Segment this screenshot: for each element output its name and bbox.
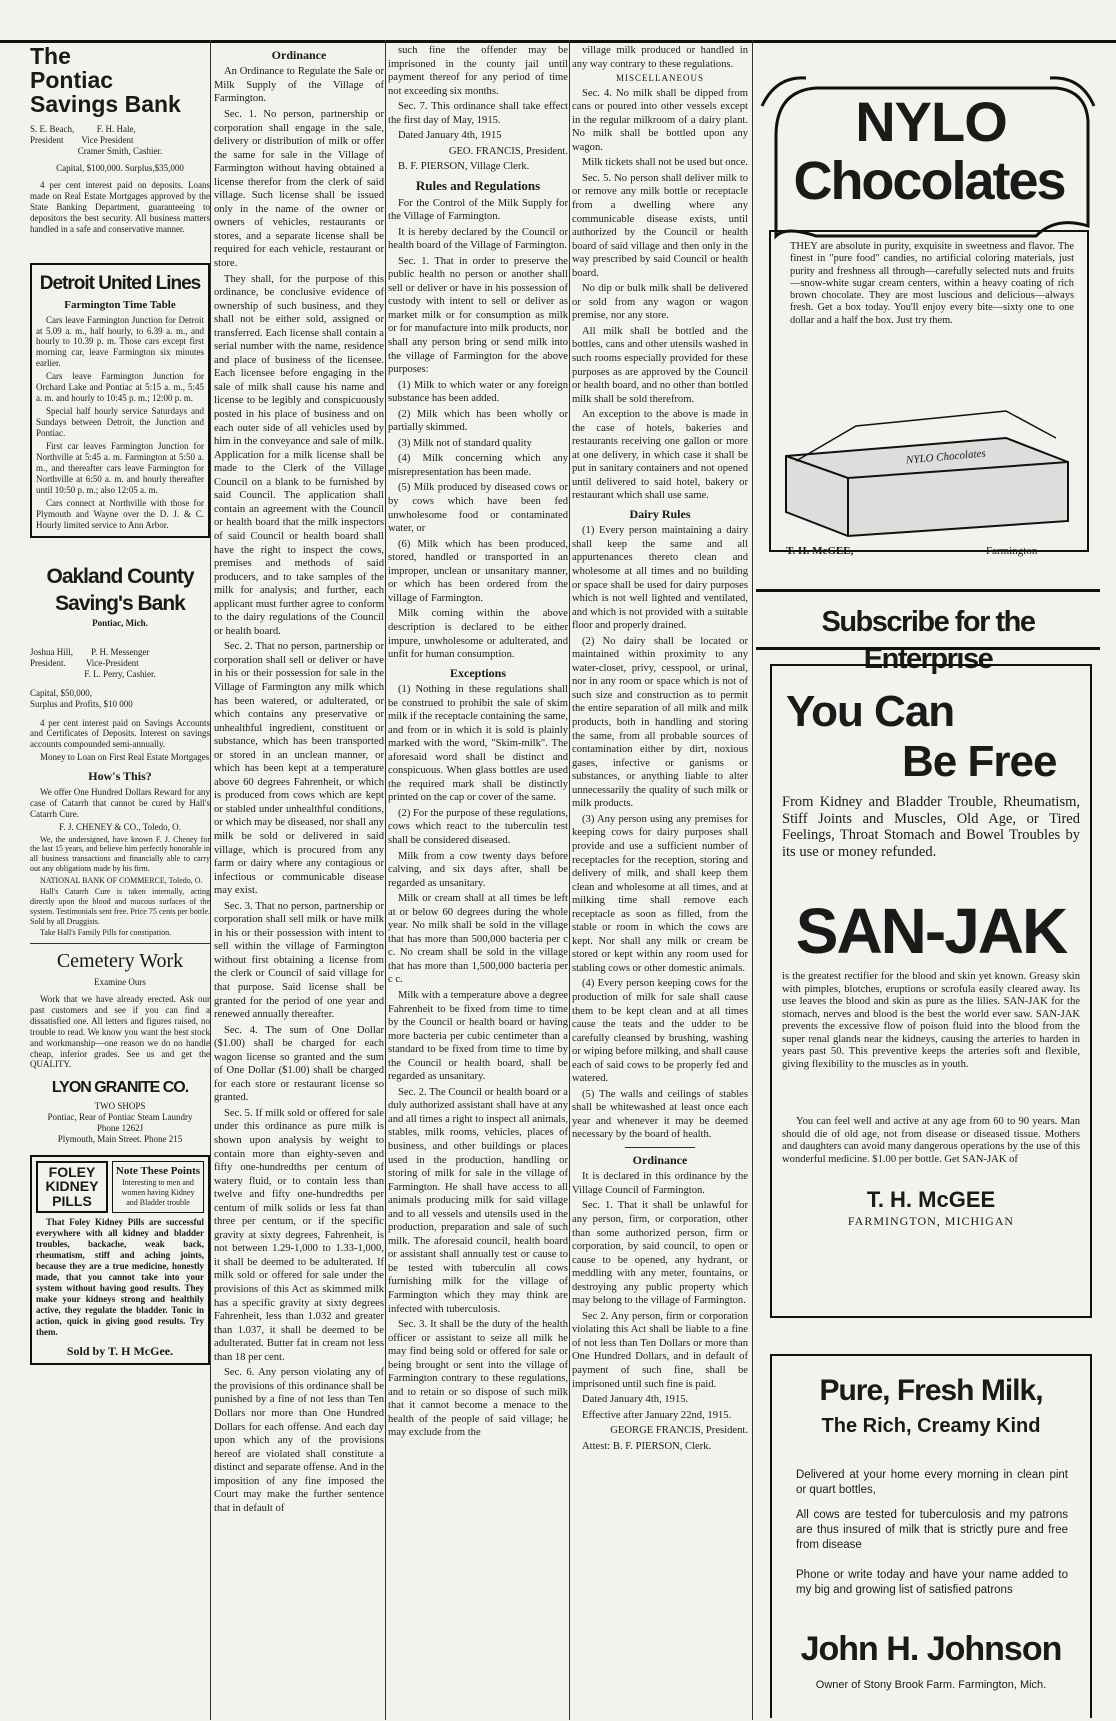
ordinance-paragraph: Sec. 1. No person, partnership or corporation shall engage in the sale, delivery or distribution of milk or offer the same for sale in the Village of Farmington without having obtained a license therefor from the clerk of said village. Such license shall be issued only in the name of the owner or owners of vehicles, restaurants or stores, and a separate license shall be required for each vehicle, restaurant or store. (214, 109, 384, 270)
oakland-capital: Capital, $50,000, (30, 687, 92, 698)
foley-pills-ad (30, 1155, 210, 1365)
misc-paragraph: Sec. 4. No milk shall be dipped from cans or poured into other vessels except in the regular milkroom of a dairy plant. No milk shall be bottled upon any wagon. (572, 87, 748, 153)
column-rule (752, 40, 753, 1720)
foley-sold: Sold by T. H McGee. (66, 1343, 174, 1358)
ordinance-date: Dated January 4th, 1915 (398, 130, 502, 142)
sanjak-headline-1: You Can (786, 687, 955, 736)
nylo-box-label: NYLO Chocolates (905, 447, 987, 467)
hows-this-paragraph: NATIONAL BANK OF COMMERCE, Toledo, O. (40, 875, 203, 885)
ordinance-signature: B. F. PIERSON, Village Clerk. (398, 161, 530, 173)
bank-name-line2: Pontiac (30, 67, 114, 94)
dul-paragraph: Cars connect at Northville with those for Plymouth and Wayne over the D. J. & C. Hourly limited service to Ann Arbor. (36, 498, 204, 530)
cemetery-phone: Phone 1262J (96, 1122, 144, 1133)
foley-body: That Foley Kidney Pills are successful everywhere with all kidney and bladder troubles, backache, weak back, rheumatism, stiff and aching joints, because they are a true medicine, honestly made, that you cannot take into your system without having good results. They make your kidneys strong and healthily active, they regulate the bladder. Tonic in action, quick in giving good results. Try them. (36, 1216, 204, 1337)
milk-seller-farm: Owner of Stony Brook Farm. Farmington, Mich. (815, 1679, 1047, 1691)
fresh-milk-ad (770, 1354, 1092, 1718)
exceptions-title: Exceptions (449, 665, 506, 680)
misc-paragraph: An exception to the above is made in the case of hotels, bakeries and restaurants receiving one gallon or more at one delivery, in which case it shall be put in sanitary containers and not opened until delivered to said hotel, bakery or restaurant which shall use same. (572, 409, 748, 502)
ordinance-paragraph: An Ordinance to Regulate the Sale or Milk Supply of the Village of Farmington. (214, 66, 384, 105)
column-rule (569, 40, 570, 1720)
misc-paragraph: No dip or bulk milk shall be delivered or sold from any wagon or wagon premise, nor any store. (572, 283, 748, 322)
bank-name-line3: Savings Bank (30, 91, 181, 118)
divider (30, 943, 210, 944)
hows-this-ad (30, 769, 210, 938)
misc-paragraph: Sec. 5. No person shall deliver milk to or remove any milk bottle or receptacle from a dwelling where any communicable disease exists, until authorized by the Council or health board of said village and then only in the way prescribed by said Council or health board. (572, 172, 748, 279)
sanjak-body: is the greatest rectifier for the blood and skin yet known. Greasy skin with pimples, blotches, eruptions or scrofula easily cleared away. Its use leaves the blood and skin as pure as the lilies. SAN-JAK for the stomach, nerves and blood is the best the world ever saw. SAN-JAK prevents the excessive flow of poison fluid into the blood from the super renal glands near the kidneys, causing the arteries to harden in years past 50. This preventive keeps the arteries soft and flexible, giving flexibility to the muscles as in youth. (782, 971, 1080, 1070)
rules-paragraph: (4) Milk concerning which any misrepresentation has been made. (388, 453, 568, 478)
cemetery-firm: LYON GRANITE CO. (51, 1079, 189, 1097)
oakland-surplus: Surplus and Profits, $10 000 (30, 698, 133, 709)
bank-cashier: Cramer Smith, Cashier. (77, 146, 163, 157)
dairy-paragraph: (1) Every person maintaining a dairy shall keep the same and all appurtenances thereto clean and wholesome at all times and no building or space shall be used for dairy purposes which is not well lighted and ventilated, and which is not provided with a suitable floor and properly drained. (572, 525, 748, 632)
exceptions-paragraph: Milk with a temperature above a degree Fahrenheit to be fixed from time to time by the Council or health board or having more bacteria per cubic centimeter than a standard to be fixed from time to time by the Council or health board, shall be regarded as unsanitary. (388, 989, 568, 1083)
dul-paragraph: Special half hourly service Saturdays and Sundays between Detroit, the Junction and Pontiac. (36, 406, 204, 439)
rules-paragraph: Milk coming within the above description is declared to be either impure, unwholesome or adulterated, and unfit for human consumption. (388, 608, 568, 661)
hows-this-paragraph: Hall's Catarrh Cure is taken internally, acting directly upon the blood and mucous surfaces of the system. Testimonials sent free. Price 75 cents per bottle. Sold by all Druggists. (30, 887, 210, 926)
rules-paragraph: (2) Milk which has been wholly or partially skimmed. (388, 408, 568, 434)
divider (756, 589, 1100, 592)
oakland-officer-titles: President. Vice-President (30, 657, 139, 668)
column-1 (30, 44, 210, 1718)
sanjak-headline-2: Be Free (902, 737, 1057, 786)
hows-this-title: How's This? (88, 769, 152, 784)
ordinance-paragraph: Sec. 3. That no person, partnership or corporation shall sell milk or have milk in his or their possession with intent to sell within the village of Farmington without first obtaining a license from the clerk or Council of said village for that purpose. Said license shall be granted for the period of one year and renewed annually thereafter. (214, 900, 384, 1021)
oakland-officers: Joshua Hill, P. H. Messenger (30, 646, 150, 657)
foley-name: FOLEY KIDNEY PILLS (36, 1161, 108, 1213)
column-3 (388, 44, 568, 1718)
dul-paragraph: First car leaves Farmington Junction for Northville at 5:45 a. m. Farmington at 5:50 a. m., and thereafter cars leave Farmington for Northville at 6:50 a. m. and hourly thereafter until 10:50 p. m.; also 12:05 a. m. (36, 441, 204, 496)
rules-paragraph: (5) Milk produced by diseased cows or by cows which have been fed unwholesome food or contaminated water, or (388, 482, 568, 535)
ordinance-paragraph: Sec. 2. That no person, partnership or corporation shall sell or deliver or have in his or their possession for sale in the Village of Farmington any milk which has been watered, or adulterated, or which contains any preservative or unhealthful ingredient, constituent or substance, which has been transported or stored in an unclean manner, or which has been kept at a temperature above 60 degrees Fahrenheit, or which is produced from cows which are kept or stabled under unhealthful conditions, or which may be diseased, nor shall any milk be sold or delivered in said village, which is procured from any farm or dairy where any contagious or infectious or communicable disease may exist. (214, 641, 384, 897)
ordinance2-title: Ordinance (632, 1152, 688, 1167)
oakland-loan: Money to Loan on First Real Estate Mortgages (40, 752, 210, 763)
nylo-town: Farmington (986, 545, 1038, 557)
ordinance-paragraph: Sec. 7. This ordinance shall take effect the first day of May, 1915. (388, 101, 568, 126)
ordinance-paragraph: Sec. 4. The sum of One Dollar ($1.00) shall be charged for each wagon license so granted and the sum of One Dollar ($1.00) shall be charged for each store or restaurant license so granted. (214, 1024, 384, 1104)
exceptions-paragraph: (2) For the purpose of these regulations, cows which react to the tuberculin test shall be considered diseased. (388, 807, 568, 846)
top-rule (0, 40, 1116, 43)
column-rule (210, 40, 211, 1720)
sanjak-lead: From Kidney and Bladder Trouble, Rheumatism, Stiff Joints and Muscles, Old Age, or Tired Feelings, Throat Stomach and Bowel Troubles by its use or money refunded. (782, 794, 1080, 861)
hows-this-paragraph: F. J. CHENEY & CO., Toledo, O. (59, 821, 181, 832)
ordinance2-paragraph: Sec 2. Any person, firm or corporation violating this Act shall be liable to a fine of not less than Ten Dollars or more than One Hundred Dollars, and in default of payment of such fine, shall be imprisoned until such fine is paid. (572, 1310, 748, 1390)
bank-officers: S. E. Beach, F. H. Hale, (30, 124, 136, 135)
rules-paragraph: (3) Milk not of standard quality (398, 437, 532, 449)
nylo-body: THEY are absolute in purity, exquisite in sweetness and flavor. The finest in "pure food" candies, no artificial coloring materials, just purity and freshness all through—carefully selected nuts and fruits—snow-white sugar cream centers, within a heavy coating of rich brown chocolate. They are most luscious and delicious—always fresh. Get a box today. You'll enjoy every bite—sixty one to one dollar and a half the box. Just try them. (790, 241, 1074, 326)
rules-title: Rules and Regulations (415, 177, 541, 193)
sanjak-name: SAN-JAK (795, 895, 1067, 967)
rules-paragraph: It is hereby declared by the Council or health board of the Village of Farmington. (388, 226, 568, 252)
cemetery-address: Plymouth, Main Street. Phone 215 (57, 1133, 183, 1144)
dul-paragraph: Cars leave Farmington Junction for Orchard Lake and Pontiac at 5:15 a. m., 5:45 a. m. and hourly to 10:45 p. m.; 12:00 p. m. (36, 371, 204, 404)
oakland-body: 4 per cent interest paid on Savings Accounts and Certificates of Deposits. Interest on savings accounts compounded semi-annually. (30, 717, 210, 750)
dairy-paragraph: (2) No dairy shall be located or maintained within proximity to any water-closet, privy, cesspool, or urinal, nor in any room or space which is not of such size and construction as to permit the entire separation of all milk and milk products, both in handling and storing the same, from all probable sources of contamination either by dirt, noxious gases, infective or ganisms or substances, or anything liable to alter unnecessarily the quality of such milk or milk products. (572, 635, 748, 810)
dairy-rules-title: Dairy Rules (629, 507, 691, 522)
ordinance2-paragraph: It is declared in this ordinance by the Village Council of Farmington. (572, 1171, 748, 1196)
cemetery-address: Pontiac, Rear of Pontiac Steam Laundry (47, 1111, 193, 1122)
dairy-paragraph: (4) Every person keeping cows for the production of milk for sale shall cause them to be kept clean and at all times cause the teats and the udder to be carefully cleansed by brushing, washing or wiping before milking, and shall cause each of said cows to be properly fed and watered. (572, 978, 748, 1085)
ordinance-signature: GEO. FRANCIS, President. (448, 145, 568, 157)
exceptions-paragraph: Sec. 3. It shall be the duty of the health officer or assistant to seize all milk he may find being sold or offered for sale or being brought or sent into the village of Farmington contrary to these regulations, and to retain or so dispose of such milk that it cannot become a menace to the health of the people of said village; he may exclude from the (388, 1319, 568, 1439)
oakland-title2: Saving's Bank (55, 591, 185, 615)
ordinance2-date: Dated January 4th, 1915. (582, 1394, 689, 1406)
ordinance-paragraph: They shall, for the purpose of this ordinance, be conclusive evidence of ownership of such business, and they shall not be either sold, assigned or transferred. Each license shall contain a serial number with the name, residence and place of business of the licensee. Each licensee before engaging in the sale of milk shall cause his name and license to be legibly and conspicuously posted in his place of business and on each outer side of all vehicles used by him in the conveyance and sale of milk. Application for a milk license shall be made to the Clerk of the Village Council on a blank to be furnished by said Council. The application shall contain an agreement with the Council or health board that the milk inspectors of said Council or health board shall have the right to inspect the cows, premises and methods of said producers, and to take samples of the milk for analysis; and further, each applicant must further agree to conform to the dairy regulations of the Council or health board. (214, 273, 384, 637)
ordinance2-paragraph: Sec. 1. That it shall be unlawful for any person, firm, or corporation, other than some authorized person, firm or corporation, by said council, to open or cause to be opened, any hydrant, or meddling with any meter, fountains, or destroying any public property which may belong to the village of Farmington. (572, 1200, 748, 1307)
oakland-title1: Oakland County (46, 564, 194, 588)
foley-header (36, 1161, 204, 1213)
bank-name-line1: The (30, 44, 71, 69)
exceptions-paragraph: (1) Nothing in these regulations shall be construed to prohibit the sale of skim milk if the receptacle containing the same, and from or in which it is sold is plainly marked with the word, "Skim-milk". The aforesaid word shall be distinct and conspicuous. When glass bottles are used the required mark shall be distinctly printed on the cap or cover of the same. (388, 683, 568, 804)
cemetery-title: Cemetery Work (56, 950, 184, 973)
sanjak-dealer: T. H. McGEE (866, 1187, 996, 1212)
foley-note-body: Interesting to men and women having Kidney and Bladder trouble (121, 1177, 195, 1208)
dul-paragraph: Cars leave Farmington Junction for Detroit at 5.09 a. m., half hourly, to 6.39 a. m., and hourly to 10.39 p. m. Those cars except first morning car, leave Farmington six minutes earlier. (36, 314, 204, 369)
misc-paragraph: All milk shall be bottled and the bottles, cans and other utensils washed in such rooms especially provided for these purposes as are approved by the Council or health board, and no other than bottled milk shall be sold therefrom. (572, 325, 748, 405)
misc-paragraph: Milk tickets shall not be used but once. (582, 157, 748, 169)
bank-officer-titles: President Vice President (30, 135, 134, 146)
milk-headline: Pure, Fresh Milk, (819, 1374, 1043, 1407)
oakland-city: Pontiac, Mich. (92, 617, 148, 628)
ordinance2-effective: Effective after January 22nd, 1915. (582, 1409, 732, 1421)
foley-note-title: Note These Points (115, 1164, 201, 1177)
dairy-paragraph: (3) Any person using any premises for keeping cows for dairy purposes shall provide and use a sufficient number of receptacles for the reception, storing and delivery of milk, and shall keep them clean and wholesome at all times, and at milking time shall remove each receptacle as soon as filled, from the stable or room in which the cows are kept. Nor shall any milk or cream be stored or kept within any room used for stabling cows or other domestic animals. (572, 813, 748, 974)
nylo-chocolates-ad (756, 66, 1100, 576)
milk-seller-name: John H. Johnson (800, 1630, 1062, 1668)
hows-this-paragraph: Take Hall's Family Pills for constipation. (40, 928, 172, 938)
misc-title: MISCELLANEOUS (615, 73, 704, 84)
milk-paragraph: All cows are tested for tuberculosis and my patrons are thus insured of milk that is strictly pure and free from disease (796, 1509, 1068, 1551)
nylo-wordmark-2: Chocolates (793, 151, 1065, 211)
sanjak-town: FARMINGTON, MICHIGAN (847, 1214, 1015, 1228)
exceptions-paragraph: Sec. 2. The Council or health board or a duly authorized assistant shall have at any and all times a right to inspect all animals, stables, milk rooms, vehicles, places of business, and other buildings or places used in the production, handling or storing of milk for sale in the village of Farmington. He shall have access to all animals producing milk for said village and to all vessels and utensils used in the production, preparation and sale of such milk. The aforesaid council, health board or assistant shall annually test or cause to be tested with tuberculin all cows furnishing milk for the village of Farmington which they may think are infected with tuberculosis. (388, 1086, 568, 1315)
milk-paragraph: Phone or write today and have your name added to my big and growing list of satisfied patrons (796, 1569, 1068, 1596)
cemetery-sub: Examine Ours (94, 976, 146, 987)
hows-this-paragraph: We offer One Hundred Dollars Reward for any case of Catarrh that cannot be cured by Hall's Catarrh Cure. (30, 786, 210, 819)
divider (625, 1147, 695, 1148)
bank-capital: Capital, $100,000. Surplus,$35,000 (56, 163, 184, 174)
hows-this-paragraph: We, the undersigned, have known F. J. Cheney for the last 15 years, and believe him perfectly honorable in all business transactions and financially able to carry out any obligations made by his firm. (30, 834, 210, 873)
column-rule (385, 40, 386, 1720)
ordinance-paragraph: Sec. 5. If milk sold or offered for sale under this ordinance as pure milk is shown upon analysis by weight to contain more than eighty-seven and fifty one-hundredths per centum of watery fluid, or to contain less than twelve and fifty one-hundredths per centum of milk solids or less fat than three per centum, or if the specific gravity at sixty degrees, Fahrenheit, is not between 1.29-1,000 to 1.33-1,000, it shall be deemed to be adulterated. If milk sold or offered for sale under the provisions of this Act as skimmed milk has a specific gravity at sixty degrees Fahrenheit, less than 1.032 and greater than 1.037, it shall be deemed to be adulterated. Butter fat in cream not less than 18 per cent. (214, 1107, 384, 1363)
dairy-paragraph: (5) The walls and ceilings of stables shall be whitewashed at least once each year and whenever it may be deemed necessary by the board of health. (572, 1088, 748, 1141)
dul-timetable-ad (30, 263, 210, 538)
rules-paragraph: (1) Milk to which water or any foreign substance has been added. (388, 379, 568, 405)
column-5 (756, 44, 1100, 1718)
ordinance-paragraph: such fine the offender may be imprisoned in the county jail until payment thereof for any period of time not exceeding six months. (388, 45, 568, 97)
ordinance2-attest: Attest: B. F. PIERSON, Clerk. (582, 1440, 712, 1452)
milk-subheadline: The Rich, Creamy Kind (821, 1415, 1041, 1437)
column-4 (572, 44, 748, 1718)
sanjak-body-2: You can feel well and active at any age from 60 to 90 years. Man should die of old age, not from disease or diseased tissue. Mothers and daughters can avoid many dangerous operations by the use of this wonderful medicine. $1.00 per bottle. Get SAN-JAK of (782, 1116, 1080, 1165)
dul-title: Detroit United Lines (39, 273, 201, 295)
ordinance-title: Ordinance (271, 48, 327, 62)
ordinance2-signature: GEORGE FRANCIS, President. (610, 1425, 748, 1437)
milk-paragraph: Delivered at your home every morning in clean pint or quart bottles, (796, 1469, 1068, 1496)
oakland-cashier: F. L. Perry, Cashier. (84, 668, 156, 679)
oakland-bank-ad (30, 564, 210, 763)
bank-body: 4 per cent interest paid on deposits. Loans made on Real Estate Mortgages approved by the State Banking Department, guaranteeing to depositors the best security. All business matters handled in a safe and conservative manner. (30, 180, 210, 235)
pontiac-bank-ad (30, 44, 210, 235)
ordinance-paragraph: Sec. 6. Any person violating any of the provisions of this ordinance shall be punished by a fine of not less than Ten Dollars nor more than One Hundred Dollars for each offense. And each day upon which any of the provisions hereof are violated shall constitute a distinct and separate offense. And in the imposition of any fine imposed the Court may make the further sentence that in default of (214, 1367, 384, 1514)
subscribe-banner: Subscribe for the Enterprise (821, 606, 1035, 676)
column-2 (214, 44, 384, 1718)
cemetery-body: Work that we have already erected. Ask our past customers and see if you can find a dissatisfied one. All letters and figures raised, no trouble to read. We know you want the best stock and workmanship—one reason we do no handle cheap, inferior grades. See us and get the QUALITY. (30, 993, 210, 1070)
cemetery-shops: TWO SHOPS (94, 1100, 146, 1111)
exceptions-paragraph: Milk or cream shall at all times be left at or below 60 degrees during the whole year. No milk shall be sold in the village that has more than 500,000 bacteria per c c. No cream shall be sold in the village that has more than 1,500,000 bacteria per c c. (388, 893, 568, 986)
rules-paragraph: Sec. 1. That in order to preserve the public health no person or another shall sell or deliver or have in his possession of custody with intent to sell or deliver as market milk or for consumption as milk or for manufacture into milk products, nor shall any person bring or send milk into the village of Farmington for the above purposes: (388, 255, 568, 376)
nylo-dealer: T. H. McGEE, (786, 545, 854, 557)
rules-paragraph: village milk produced or handled in any way contrary to these regulations. (572, 45, 748, 70)
rules-paragraph: For the Control of the Milk Supply for the Village of Farmington. (388, 197, 568, 223)
foley-note (112, 1161, 204, 1213)
rules-paragraph: (6) Milk which has been produced, stored, handled or transported in an improper, unclean or unsanitary manner, or which has been ordered from the village of Farmington. (388, 538, 568, 604)
dul-subtitle: Farmington Time Table (64, 299, 176, 312)
cemetery-work-ad (30, 949, 210, 1145)
nylo-wordmark: NYLO (855, 90, 1007, 153)
san-jak-ad (770, 664, 1092, 1318)
divider (756, 647, 1100, 650)
exceptions-paragraph: Milk from a cow twenty days before calving, and six days after, shall be regarded as unsanitary. (388, 850, 568, 889)
